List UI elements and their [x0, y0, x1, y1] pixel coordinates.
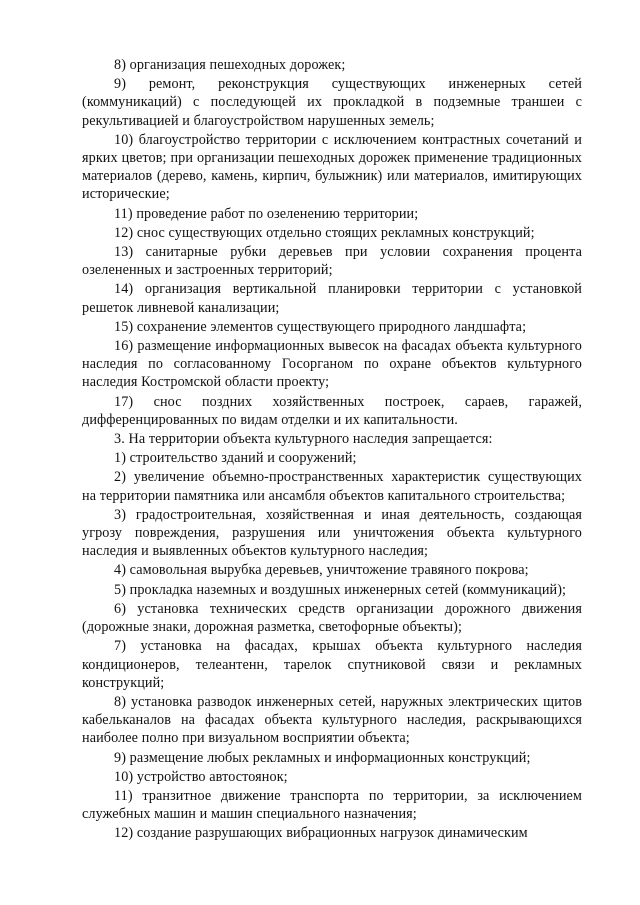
paragraph: 16) размещение информационных вывесок на фасадах объекта культурного наследия по согласованному Госорганом по охране объектов культурного наследия Костромской области проекту;: [82, 338, 582, 391]
paragraph: 14) организация вертикальной планировки территории с установкой решеток ливневой канализации;: [82, 281, 582, 316]
paragraph: 12) создание разрушающих вибрационных нагрузок динамическим: [114, 825, 528, 842]
paragraph: 2) увеличение объемно-пространственных характеристик существующих на территории памятника или ансамбля объектов капитального строительства;: [82, 469, 582, 504]
paragraph: 9) размещение любых рекламных и информационных конструкций;: [114, 749, 531, 766]
paragraph: 11) транзитное движение транспорта по территории, за исключением служебных машин и машин специального назначения;: [82, 787, 582, 823]
paragraph: 12) снос существующих отдельно стоящих рекламных конструкций;: [114, 224, 535, 241]
paragraph: 6) установка технических средств организации дорожного движения (дорожные знаки, дорожная разметка, светофорные объекты);: [82, 600, 582, 636]
paragraph: 1) строительство зданий и сооружений;: [114, 450, 357, 467]
paragraph: 8) организация пешеходных дорожек;: [114, 57, 346, 73]
paragraph: 11) проведение работ по озеленению территории;: [114, 205, 419, 222]
paragraph: 5) прокладка наземных и воздушных инженерных сетей (коммуникаций);: [114, 581, 567, 598]
paragraph: 3) градостроительная, хозяйственная и иная деятельность, создающая угрозу повреждения, разрушения или уничтожения объекта культурного наследия и выявленных объектов культурного наследия;: [82, 506, 582, 560]
paragraph: 10) благоустройство территории с исключением контрастных сочетаний и ярких цветов; при организации пешеходных дорожек применение традиционных материалов (дерево, камень, кирпич, булыжник) или материалов, имитирующих исторические;: [82, 131, 582, 203]
paragraph: 8) установка разводок инженерных сетей, наружных электрических щитов кабельканалов на фасадах объекта культурного наследия, раскрывающихся наиболее полно при визуальном восприятии объекта;: [82, 693, 582, 747]
paragraph: 4) самовольная вырубка деревьев, уничтожение травяного покрова;: [114, 562, 529, 579]
paragraph: 10) устройство автостоянок;: [114, 768, 288, 785]
paragraph: 9) ремонт, реконструкция существующих инженерных сетей (коммуникаций) с последующей их прокладкой в подземные траншеи с рекультивацией и благоустройством нарушенных земель;: [82, 76, 582, 129]
paragraph: 17) снос поздних хозяйственных построек, сараев, гаражей, дифференцированных по видам отделки и их капитальности.: [82, 393, 582, 428]
paragraph: 13) санитарные рубки деревьев при условии сохранения процента озелененных и застроенных территорий;: [82, 244, 582, 279]
section-heading: 3. На территории объекта культурного наследия запрещается:: [114, 431, 493, 448]
paragraph: 15) сохранение элементов существующего природного ландшафта;: [114, 318, 527, 335]
paragraph: 7) установка на фасадах, крышах объекта культурного наследия кондиционеров, телеантенн, тарелок спутниковой связи и рекламных конструкций;: [82, 638, 582, 691]
